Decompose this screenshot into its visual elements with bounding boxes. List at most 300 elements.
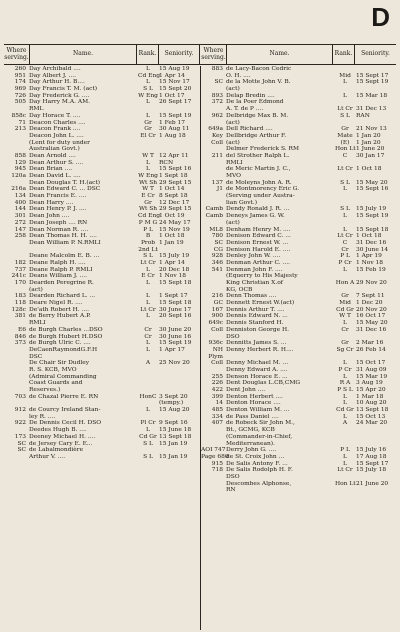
where-serving-cell: 883 bbox=[211, 66, 223, 72]
name-cell: Deeney Michael H. .... bbox=[29, 433, 96, 440]
list-row bbox=[201, 153, 396, 160]
list-row bbox=[201, 287, 396, 294]
col-where-serving-right: Where serving. bbox=[201, 45, 227, 64]
list-row bbox=[4, 99, 200, 106]
list-row bbox=[201, 233, 396, 240]
rank-cell: S L bbox=[143, 253, 153, 260]
where-serving-cell: 272 bbox=[14, 219, 26, 226]
rank-cell: L bbox=[343, 393, 347, 400]
list-row bbox=[201, 193, 396, 200]
name-cell: Bt., GCMG, KCB bbox=[226, 427, 275, 434]
name-cell: Arthur V. .... bbox=[29, 453, 66, 460]
rank-cell: P L bbox=[143, 226, 153, 233]
rank-cell: Cr bbox=[341, 326, 349, 333]
rank-cell: W T bbox=[339, 313, 351, 320]
where-serving-cell: AOI 747 bbox=[201, 447, 226, 454]
list-row bbox=[201, 206, 396, 213]
where-serving-cell: 505 bbox=[14, 99, 26, 106]
list-row bbox=[4, 227, 200, 234]
list-row bbox=[4, 313, 200, 320]
where-serving-cell: 255 bbox=[211, 373, 223, 380]
name-cell: (act) bbox=[29, 286, 43, 293]
rank-cell: R A bbox=[339, 380, 351, 387]
rank-cell: L bbox=[146, 266, 150, 273]
name-cell: Delmer Frederick S. RM bbox=[226, 146, 299, 153]
name-cell: Denham Henry M. .... bbox=[226, 226, 291, 233]
name-cell: (Admiral Commanding bbox=[29, 373, 97, 380]
name-cell: Day Frederick G. .... bbox=[29, 92, 90, 99]
where-serving-cell: 846 bbox=[14, 333, 26, 340]
seniority-cell: 15 Oct 17 bbox=[356, 360, 386, 367]
rank-cell: L bbox=[146, 300, 150, 307]
rank-cell: Cd Eng bbox=[138, 72, 161, 79]
where-serving-cell: 962 bbox=[211, 112, 223, 119]
where-serving-cell: 71 bbox=[18, 119, 26, 126]
rank-cell: P M G bbox=[138, 219, 158, 226]
seniority-cell: 1 Oct 17 bbox=[159, 92, 185, 99]
rank-cell: P Cr bbox=[338, 366, 352, 373]
seniority-cell: 15 Sept 17 bbox=[356, 460, 389, 467]
name-cell: Mediterranean). bbox=[226, 440, 275, 447]
name-cell: Dennitts James S. ... bbox=[226, 340, 287, 347]
list-row bbox=[201, 73, 396, 80]
where-serving-cell: 858 bbox=[14, 152, 26, 159]
rank-cell: Gr bbox=[341, 126, 349, 133]
seniority-cell: 9 Sept 16 bbox=[159, 420, 188, 427]
list-row bbox=[201, 360, 396, 367]
column-header-row bbox=[4, 44, 396, 65]
rank-cell: Wt Sh bbox=[138, 179, 158, 186]
rank-cell: L bbox=[343, 79, 347, 86]
where-serving-cell: Camb bbox=[205, 206, 223, 213]
rank-cell: L bbox=[146, 346, 150, 353]
seniority-cell: 20 Sept 16 bbox=[159, 313, 192, 320]
seniority-cell: 30 June 16 bbox=[159, 333, 192, 340]
name-cell: Dent John .... bbox=[226, 387, 266, 393]
seniority-cell: 15 Sept 18 bbox=[159, 280, 192, 286]
list-row bbox=[4, 287, 200, 294]
name-cell: Dean John .... bbox=[29, 213, 70, 220]
where-serving-cell: 173 bbox=[14, 433, 26, 440]
where-serving-cell: 241c bbox=[11, 273, 26, 280]
name-cell: DSC bbox=[29, 353, 43, 360]
where-serving-cell: E6 bbox=[17, 326, 26, 333]
name-cell: (act) bbox=[226, 119, 240, 126]
where-serving-cell: 134 bbox=[14, 193, 26, 200]
list-row bbox=[4, 334, 200, 341]
seniority-cell: 15 July 16 bbox=[356, 447, 387, 454]
list-row bbox=[4, 113, 200, 120]
list-row bbox=[4, 400, 200, 407]
name-cell: Deneys James G. W. bbox=[226, 213, 285, 220]
rank-cell: S L bbox=[143, 453, 153, 460]
where-serving-cell: 182 bbox=[14, 259, 26, 266]
name-cell: Dennett Ernest W.(act) bbox=[226, 300, 295, 307]
rank-cell: El Cr bbox=[140, 132, 156, 139]
list-row bbox=[4, 407, 200, 414]
rank-cell: 2nd Lt bbox=[138, 246, 158, 253]
rank-cell: Wt Sh bbox=[138, 206, 158, 213]
rank-cell: Hon Lt bbox=[335, 146, 356, 153]
name-cell: de Burgh Ulric C. .... bbox=[29, 340, 91, 347]
where-serving-cell: 407 bbox=[211, 420, 223, 427]
col-rank-left: Rank. bbox=[137, 45, 159, 64]
name-cell: Deane Malcolm E. B. ... bbox=[29, 253, 100, 260]
name-cell: Dean Francis E. .... bbox=[29, 193, 87, 200]
name-cell: Day Francis T. M. (act) bbox=[29, 86, 98, 93]
rank-cell: L bbox=[146, 166, 150, 173]
seniority-cell: 1 Oct 18 bbox=[356, 166, 382, 173]
name-cell: Dearden Richard L. ... bbox=[29, 293, 96, 300]
seniority-cell: 12 Dec 17 bbox=[159, 199, 190, 206]
where-serving-cell: 969 bbox=[14, 86, 26, 93]
seniority-cell: 31 Dec 16 bbox=[356, 239, 387, 246]
name-cell: Day Arthur H. B.... bbox=[29, 79, 85, 86]
list-row bbox=[201, 420, 396, 427]
list-row bbox=[4, 206, 200, 213]
seniority-cell: 13 Sept 18 bbox=[159, 433, 192, 440]
name-cell: Deane Ralph H. .... bbox=[29, 259, 86, 266]
name-cell: Denniston George H. bbox=[226, 326, 289, 333]
name-cell: Deare Nigel R. .... bbox=[29, 300, 83, 307]
list-row bbox=[4, 367, 200, 374]
list-row bbox=[201, 400, 396, 407]
name-cell: de Courcy Ireland Stan- bbox=[29, 407, 101, 414]
list-row bbox=[4, 293, 200, 300]
name-cell: de Pass Daniel .... bbox=[226, 413, 279, 420]
seniority-cell: 30 June 20 bbox=[159, 326, 192, 333]
where-serving-cell: SC bbox=[17, 447, 26, 454]
seniority-cell: 1 Nov 18 bbox=[159, 273, 187, 280]
name-cell: Denman John F. .... bbox=[226, 266, 283, 273]
list-row bbox=[4, 300, 200, 307]
where-serving-cell: 400 bbox=[14, 199, 26, 206]
seniority-cell: 15 Jan 19 bbox=[159, 440, 188, 447]
rank-cell: L bbox=[343, 186, 347, 193]
rank-cell: Gr bbox=[341, 293, 349, 300]
rank-cell: Hon Lt bbox=[335, 480, 356, 487]
list-row bbox=[4, 380, 200, 387]
name-cell: Deane Ralph P. RMLI bbox=[29, 266, 93, 273]
where-serving-cell: NH bbox=[212, 346, 223, 353]
where-serving-cell: 780 bbox=[211, 233, 223, 240]
where-serving-cell: 120a bbox=[11, 173, 26, 179]
rank-cell: L bbox=[343, 400, 347, 407]
seniority-cell: 10 Aug 20 bbox=[356, 400, 387, 407]
seniority-cell: 12 Apr 11 bbox=[159, 152, 189, 159]
list-row bbox=[201, 120, 396, 127]
list-row bbox=[201, 247, 396, 254]
where-serving-cell: 485 bbox=[211, 407, 223, 414]
seniority-cell: 20 Nov 20 bbox=[356, 306, 387, 313]
where-serving-cell: 216 bbox=[211, 293, 223, 300]
where-serving-cell: 649c bbox=[208, 320, 223, 327]
list-row bbox=[4, 420, 200, 427]
list-row bbox=[4, 160, 200, 167]
where-serving-cell: 922 bbox=[14, 420, 26, 427]
name-cell: (Commander-in-Chief, bbox=[226, 433, 293, 440]
where-serving-cell: Camb bbox=[205, 213, 223, 220]
where-serving-cell: 373 bbox=[14, 340, 26, 347]
list-row bbox=[4, 280, 200, 287]
seniority-cell: 3 Aug 19 bbox=[356, 380, 383, 387]
name-cell: Delbridge Max B. M. bbox=[226, 112, 289, 119]
rank-cell: Gr bbox=[144, 199, 152, 206]
list-row bbox=[4, 186, 200, 193]
list-row bbox=[201, 200, 396, 207]
name-cell: de Berry Hubert A.P. bbox=[29, 313, 91, 320]
name-cell: Denny Edward A. .... bbox=[226, 366, 288, 373]
name-cell: (Lent for duty under bbox=[29, 139, 90, 146]
list-row bbox=[4, 374, 200, 381]
list-row bbox=[4, 120, 200, 127]
where-serving-cell: 912 bbox=[14, 407, 26, 414]
where-serving-cell: GC bbox=[213, 300, 223, 307]
where-serving-cell: 226 bbox=[211, 380, 223, 387]
rank-cell: Lt Cr bbox=[337, 233, 353, 240]
seniority-cell: 1 Mar 18 bbox=[356, 393, 384, 400]
name-cell: King Christian X.of bbox=[226, 280, 283, 286]
seniority-cell: 15 Sept 16 bbox=[159, 166, 192, 173]
rank-cell: A bbox=[145, 360, 151, 367]
name-cell: de St. Croix John ... bbox=[226, 453, 285, 460]
name-cell: Dell Richard .... bbox=[226, 126, 273, 133]
where-serving-cell: SC bbox=[214, 239, 223, 246]
list-row bbox=[201, 113, 396, 120]
name-cell: de Burgh Hubert H.DSO bbox=[29, 333, 103, 340]
where-serving-cell: Coll bbox=[211, 326, 223, 333]
where-serving-cell: 936c bbox=[208, 340, 223, 347]
name-cell: (act) bbox=[226, 219, 240, 226]
name-cell: de Chazal Pierre E. RN bbox=[29, 393, 99, 400]
name-cell: Coast Guards and bbox=[29, 380, 83, 387]
list-row bbox=[201, 260, 396, 267]
rank-cell: (E) bbox=[340, 139, 350, 146]
list-row bbox=[4, 86, 200, 93]
col-rank-right: Rank. bbox=[333, 45, 355, 64]
list-row bbox=[4, 247, 200, 254]
rank-cell: L bbox=[146, 112, 150, 119]
col-seniority-right: Seniority. bbox=[361, 50, 390, 58]
where-serving-cell: Coll bbox=[211, 360, 223, 367]
name-cell: Deedes Hugh B. .... bbox=[29, 427, 87, 434]
list-row bbox=[201, 340, 396, 347]
list-row bbox=[201, 313, 396, 320]
seniority-cell: 15 Mar 18 bbox=[356, 92, 388, 99]
name-cell: Dean Henry P. J. .... bbox=[29, 206, 87, 213]
rank-cell: L bbox=[343, 320, 347, 327]
name-cell: (act) bbox=[226, 86, 240, 93]
rank-cell: Mid bbox=[339, 300, 351, 307]
list-row bbox=[201, 106, 396, 113]
name-cell: DSO bbox=[226, 333, 240, 340]
seniority-cell: 31 Dec 16 bbox=[356, 326, 387, 333]
name-cell: (act) bbox=[226, 139, 240, 146]
list-row bbox=[201, 273, 396, 280]
name-cell: Denison Ernest W. ... bbox=[226, 239, 289, 246]
rank-cell: L bbox=[146, 293, 150, 300]
seniority-cell: 17 Aug 18 bbox=[356, 453, 387, 460]
rank-cell: P Cr bbox=[338, 259, 352, 266]
rank-cell: P L bbox=[340, 447, 350, 454]
name-cell: Dean Arnold .... bbox=[29, 152, 76, 159]
seniority-cell: 1 Jan 20 bbox=[356, 132, 381, 139]
name-cell: RMLI bbox=[29, 320, 46, 327]
list-row bbox=[4, 427, 200, 434]
seniority-cell: 15 May 20 bbox=[356, 179, 388, 186]
rank-cell: Lt Cr bbox=[140, 306, 156, 313]
list-row bbox=[4, 260, 200, 267]
rank-cell: Cd Gr bbox=[336, 306, 354, 313]
where-serving-cell: 14 bbox=[215, 400, 223, 407]
list-row bbox=[4, 146, 200, 153]
where-serving-cell: 334 bbox=[211, 413, 223, 420]
list-row bbox=[201, 220, 396, 227]
seniority-cell: 15 Feb 19 bbox=[356, 266, 386, 273]
name-cell: KG, OCB bbox=[226, 286, 253, 293]
where-serving-cell: 893 bbox=[211, 92, 223, 99]
list-row bbox=[201, 347, 396, 354]
list-row bbox=[201, 327, 396, 334]
seniority-cell: 15 Nov 19 bbox=[159, 226, 190, 233]
list-row bbox=[4, 133, 200, 140]
section-letter: D bbox=[371, 2, 390, 32]
col-seniority-left: Seniority. bbox=[159, 45, 200, 64]
name-cell: Denny Michael M. ... bbox=[226, 360, 289, 367]
list-row bbox=[4, 327, 200, 334]
where-serving-cell: 703 bbox=[14, 393, 26, 400]
rank-cell: Gr bbox=[341, 340, 349, 347]
rank-cell: E Cr bbox=[141, 273, 155, 280]
list-row bbox=[4, 354, 200, 361]
name-cell: Reserves.) bbox=[29, 387, 61, 393]
rank-cell: S L bbox=[340, 179, 350, 186]
list-row bbox=[201, 173, 396, 180]
name-cell: Deacon John L. .... bbox=[29, 132, 84, 139]
rank-cell: Lt Cr bbox=[337, 166, 353, 173]
seniority-cell: 15 Sept 20 bbox=[159, 86, 192, 93]
list-row bbox=[201, 387, 396, 394]
name-cell: Dean Thomas H. H. .... bbox=[29, 233, 97, 240]
list-row bbox=[201, 441, 396, 448]
name-cell: lian Govt.) bbox=[226, 199, 258, 206]
list-row bbox=[201, 307, 396, 314]
rank-cell: L bbox=[343, 266, 347, 273]
rank-cell: W Eng bbox=[138, 92, 158, 99]
where-serving-cell: CG bbox=[213, 246, 223, 253]
left-column-list bbox=[4, 66, 201, 630]
where-serving-cell: 951 bbox=[14, 72, 26, 79]
rank-cell: L bbox=[146, 407, 150, 414]
right-column-list bbox=[201, 66, 396, 630]
rank-cell: L bbox=[146, 79, 150, 86]
name-cell: Denson Horace E. ... bbox=[226, 373, 288, 380]
where-serving-cell: 737 bbox=[14, 266, 26, 273]
name-cell: DeCaenRaymondG.F.H bbox=[29, 346, 98, 353]
seniority-cell: 15 Aug 19 bbox=[159, 66, 190, 72]
name-cell: Dean William P. N.RMLI bbox=[29, 239, 101, 246]
name-cell: Deacon Charles .... bbox=[29, 119, 86, 126]
seniority-cell: 1 Oct 19 bbox=[159, 213, 185, 220]
rank-cell: Lt Cr bbox=[337, 467, 353, 474]
list-row bbox=[4, 387, 200, 394]
name-cell: (Equerry to His Majesty bbox=[226, 273, 298, 280]
where-serving-cell: 118 bbox=[14, 300, 26, 307]
col-name-left: Name. bbox=[30, 45, 137, 64]
seniority-cell: 1 Jan 19 bbox=[159, 239, 184, 246]
name-cell: Dennis Edward N. ... bbox=[226, 313, 288, 320]
seniority-cell: 15 Sept 17 bbox=[356, 72, 389, 79]
where-serving-cell: 900 bbox=[211, 313, 223, 320]
name-cell: Denley John W. .... bbox=[226, 253, 281, 260]
seniority-cell: 1 Feb 17 bbox=[159, 119, 186, 126]
rank-cell: S L bbox=[143, 86, 153, 93]
name-cell: Dean Joseph .... RN bbox=[29, 219, 88, 226]
name-cell: Denton Herbert .... bbox=[226, 393, 283, 400]
where-serving-cell: 147 bbox=[14, 226, 26, 233]
where-serving-cell: 216a bbox=[11, 186, 26, 193]
list-row bbox=[201, 367, 396, 374]
list-row bbox=[201, 374, 396, 381]
seniority-cell: 1 Apr 17 bbox=[159, 346, 185, 353]
where-serving-cell: SC bbox=[17, 440, 26, 447]
name-cell: DSO bbox=[226, 473, 240, 480]
seniority-cell: 1 Oct 14 bbox=[159, 186, 185, 193]
list-row bbox=[201, 334, 396, 341]
seniority-cell: 13 Sept 18 bbox=[356, 407, 389, 414]
name-cell: Dean Norman R. .... bbox=[29, 226, 89, 233]
list-row bbox=[4, 193, 200, 200]
rank-cell: Sg Cr bbox=[336, 346, 354, 353]
seniority-cell: 31 Dec 13 bbox=[356, 106, 387, 113]
seniority-cell: 31 Aug 09 bbox=[356, 366, 387, 373]
rank-cell: C bbox=[342, 152, 348, 159]
list-row bbox=[201, 320, 396, 327]
name-cell: Denman Arthur C. .... bbox=[226, 259, 291, 266]
where-serving-cell: Key bbox=[211, 132, 223, 139]
list-row bbox=[4, 73, 200, 80]
rank-cell: L bbox=[146, 340, 150, 347]
rank-cell: C bbox=[342, 239, 348, 246]
rank-cell: P S L bbox=[337, 387, 353, 393]
seniority-cell: 1 Apr 14 bbox=[159, 259, 185, 266]
rank-cell: Pl Cr bbox=[140, 420, 156, 427]
where-serving-cell: 128c bbox=[11, 306, 26, 313]
seniority-cell: 16 Oct 17 bbox=[356, 313, 386, 320]
where-serving-cell: 381 bbox=[14, 313, 26, 320]
where-serving-cell: 858c bbox=[11, 112, 26, 119]
rank-cell: Cd Gr bbox=[336, 407, 354, 414]
where-serving-cell: 928 bbox=[211, 253, 223, 260]
list-row bbox=[4, 220, 200, 227]
list-row bbox=[201, 434, 396, 441]
list-row bbox=[201, 414, 396, 421]
list-row bbox=[201, 454, 396, 461]
name-cell: Dennis Arthur T. .... bbox=[226, 306, 285, 313]
list-row bbox=[201, 240, 396, 247]
rank-cell: HonC bbox=[139, 393, 157, 400]
rank-cell: B bbox=[145, 233, 151, 240]
rank-cell: Hon A bbox=[335, 280, 355, 286]
rank-cell: Cd Gr bbox=[139, 433, 157, 440]
seniority-cell: 15 Sept 19 bbox=[159, 112, 192, 119]
seniority-cell: 24 May 17 bbox=[159, 219, 191, 226]
rank-cell: Prob bbox=[140, 239, 156, 246]
rank-cell: Cr bbox=[144, 326, 152, 333]
name-cell: Derry John G. .... bbox=[226, 447, 277, 454]
rank-cell: L bbox=[146, 427, 150, 434]
seniority-cell: 26 Sept 17 bbox=[159, 99, 192, 106]
